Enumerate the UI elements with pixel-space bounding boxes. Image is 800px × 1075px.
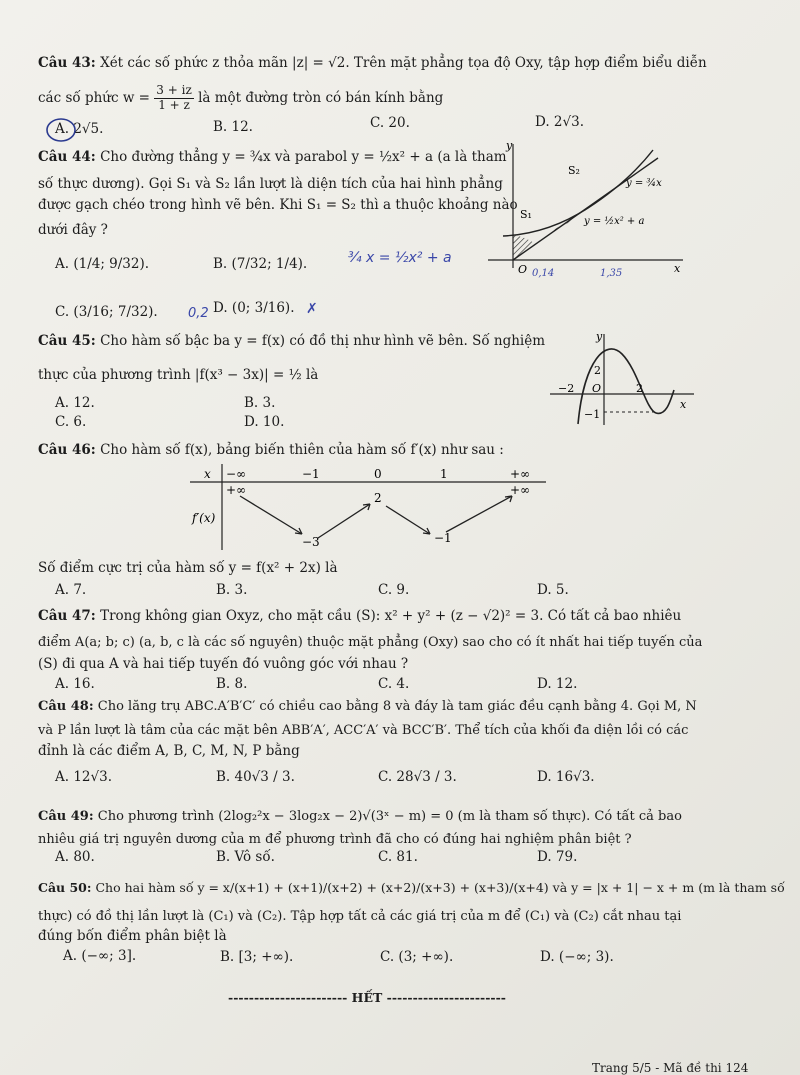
q46-table-x-3: 1 [440,467,448,481]
q45-label: Câu 45: [38,333,96,349]
q44-line2: số thực dương). Gọi S₁ và S₂ lần lượt là diện tích của hai hình phẳng [38,176,503,192]
q44-handwritten-under-x: 1,35 [600,268,623,278]
q44-graph-s1: S₁ [520,208,532,221]
q44-option-d: D. (0; 3/16). [213,300,295,316]
q50-line2: thực) có đồ thị lần lượt là (C₁) và (C₂). Tập hợp tất cả các giá trị của m để (C₁) và (C₂) cắt nhau tại [38,909,682,924]
q46-table-x-label: x [204,467,211,481]
q49-text1: Cho phương trình (2log₂²x − 3log₂x − 2)√(3ˣ − m) = 0 (m là tham số thực). Có tất cả bao [97,809,682,824]
q46-line1 [38,444,504,458]
q47-option-d: D. 12. [537,676,578,692]
q44-graph-x-label: x [674,262,681,275]
q43-fraction: $\frac{3 + iz}{1 + z}$ [156,83,192,112]
q44-handwritten-under-o: 0,14 [532,268,555,278]
q47-option-b: B. 8. [216,676,248,692]
q45-line1 [38,335,545,349]
q46-table-x-2: 0 [374,467,382,481]
page-number: Trang 5/5 - Mã đề thi 124 [592,1061,749,1075]
q45-graph-x-right: 2 [636,382,643,395]
q44-graph-parabola-label: y = ½x² + a [584,216,645,227]
q46-table-x-1: −1 [302,467,320,481]
q49-option-b: B. Vô số. [216,849,275,865]
q49-option-a: A. 80. [55,849,95,865]
q49-option-d: D. 79. [537,849,578,865]
q49-option-c: C. 81. [378,849,418,865]
q48-label: Câu 48: [38,699,94,714]
q45-line2: thực của phương trình |f(x³ − 3x)| = ½ là [38,367,319,383]
q43-line2 [38,84,443,113]
q50-line3: đúng bốn điểm phân biệt là [38,928,227,944]
q47-line2: điểm A(a; b; c) (a, b, c là các số nguyên) thuộc mặt phẳng (Oxy) sao cho có ít nhất hai tiếp tuyến của [38,635,703,650]
q43-text2b: là một đường tròn có bán kính bằng [198,89,444,106]
q50-option-d: D. (−∞; 3). [540,949,614,965]
q44-line1 [38,151,507,165]
q48-line3: đỉnh là các điểm A, B, C, M, N, P bằng [38,743,300,759]
q45-graph-y-label: y [596,330,603,343]
q47-label: Câu 47: [38,608,96,624]
q47-line1 [38,610,681,624]
q44-handwritten-c: 0,2 [188,306,209,321]
q46-table-val-3: −1 [434,531,452,545]
q43-option-c: C. 20. [370,115,410,131]
q46-table-val-0: +∞ [226,483,247,497]
q43-option-b: B. 12. [213,119,253,135]
q43-handwritten-circle [44,116,78,144]
q45-graph-x-left: −2 [558,382,575,395]
q48-text1: Cho lăng trụ ABC.A′B′C′ có chiều cao bằng 8 và đáy là tam giác đều cạnh bằng 4. Gọi M, N [97,699,697,714]
q44-option-a: A. (1/4; 9/32). [55,256,150,272]
q48-line1 [38,700,697,713]
q45-option-d: D. 10. [244,414,285,430]
q44-option-c: C. (3/16; 7/32). [55,304,158,320]
end-marker: ----------------------- HẾT ----------------------- [228,990,506,1005]
q46-table-val-1: −3 [302,535,320,549]
q50-option-c: C. (3; +∞). [380,949,454,965]
q45-graph-origin: O [592,382,602,395]
q46-table-row-label: f′(x) [192,511,216,525]
q46-label: Câu 46: [38,442,96,458]
q43-label: Câu 43: [38,55,96,71]
q48-option-b: B. 40√3 / 3. [216,769,295,785]
q50-option-b: B. [3; +∞). [220,949,294,965]
q48-option-a: A. 12√3. [55,769,112,785]
q50-option-a: A. (−∞; 3]. [63,948,137,964]
q47-line3: (S) đi qua A và hai tiếp tuyến đó vuông góc với nhau ? [38,656,409,672]
q46-table-val-2: 2 [374,491,382,505]
q45-option-b: B. 3. [244,395,276,411]
q49-line1 [38,810,682,823]
q44-graph [488,138,688,278]
q45-text1: Cho hàm số bậc ba y = f(x) có đồ thị như hình vẽ bên. Số nghiệm [100,333,546,349]
q46-table-val-4: +∞ [510,483,531,497]
q46-option-a: A. 7. [55,582,87,598]
q49-line2: nhiêu giá trị nguyên dương của m để phương trình đã cho có đúng hai nghiệm phân biệt ? [38,832,632,847]
q46-option-c: C. 9. [378,582,410,598]
q44-line4: dưới đây ? [38,222,108,238]
q50-line1 [38,882,785,895]
q44-label: Câu 44: [38,149,96,165]
q43-option-d: D. 2√3. [535,114,584,130]
q44-region-s1 [513,235,536,260]
q44-graph-s2: S₂ [568,164,580,177]
q44-line3: được gạch chéo trong hình vẽ bên. Khi S₁ = S₂ thì a thuộc khoảng nào [38,197,518,213]
q43-text1: Xét các số phức z thỏa mãn |z| = √2. Trên mặt phẳng tọa độ Oxy, tập hợp điểm biểu diễn [100,55,707,71]
q44-graph-line-label: y = ¾x [626,178,662,189]
q44-graph-origin: O [518,263,528,276]
q45-option-a: A. 12. [55,395,95,411]
q43-option-a: A. 2√5. [55,121,104,137]
q46-question: Số điểm cực trị của hàm số y = f(x² + 2x) là [38,560,338,576]
q48-line2: và P lần lượt là tâm của các mặt bên ABB′A′, ACC′A′ và BCC′B′. Thể tích của khối đa diện lồi có các [38,723,689,738]
q46-text1: Cho hàm số f(x), bảng biến thiên của hàm số f′(x) như sau : [100,442,504,458]
q46-option-b: B. 3. [216,582,248,598]
q45-graph-y-top: 2 [594,364,601,377]
q46-table-x-0: −∞ [226,467,247,481]
q44-handwritten-eq: ¾ x = ½x² + a [348,250,452,266]
q45-graph-x-label: x [680,398,687,411]
q44-handwritten-mark: ✗ [306,301,318,317]
q49-label: Câu 49: [38,809,94,824]
q48-option-c: C. 28√3 / 3. [378,769,457,785]
q45-graph-y-bottom: −1 [584,408,601,421]
q46-table-x-4: +∞ [510,467,531,481]
q44-graph-y-label: y [506,139,513,152]
q45-option-c: C. 6. [55,414,87,430]
q43-text2a: các số phức w = [38,89,150,106]
q45-graph [548,330,698,430]
q44-text1: Cho đường thẳng y = ¾x và parabol y = ½x² + a (a là tham [100,149,507,165]
q46-variation-table [190,462,550,552]
q47-option-a: A. 16. [55,676,95,692]
q50-text1: Cho hai hàm số y = x/(x+1) + (x+1)/(x+2) + (x+2)/(x+3) + (x+3)/(x+4) và y = |x + 1| − x + m (m là tham số [95,880,785,895]
q44-option-b: B. (7/32; 1/4). [213,256,308,272]
q47-text1: Trong không gian Oxyz, cho mặt cầu (S): x² + y² + (z − √2)² = 3. Có tất cả bao nhiêu [100,608,682,624]
q46-option-d: D. 5. [537,582,569,598]
q47-option-c: C. 4. [378,676,410,692]
q48-option-d: D. 16√3. [537,769,595,785]
q43-line1 [38,57,707,71]
q50-label: Câu 50: [38,880,92,895]
